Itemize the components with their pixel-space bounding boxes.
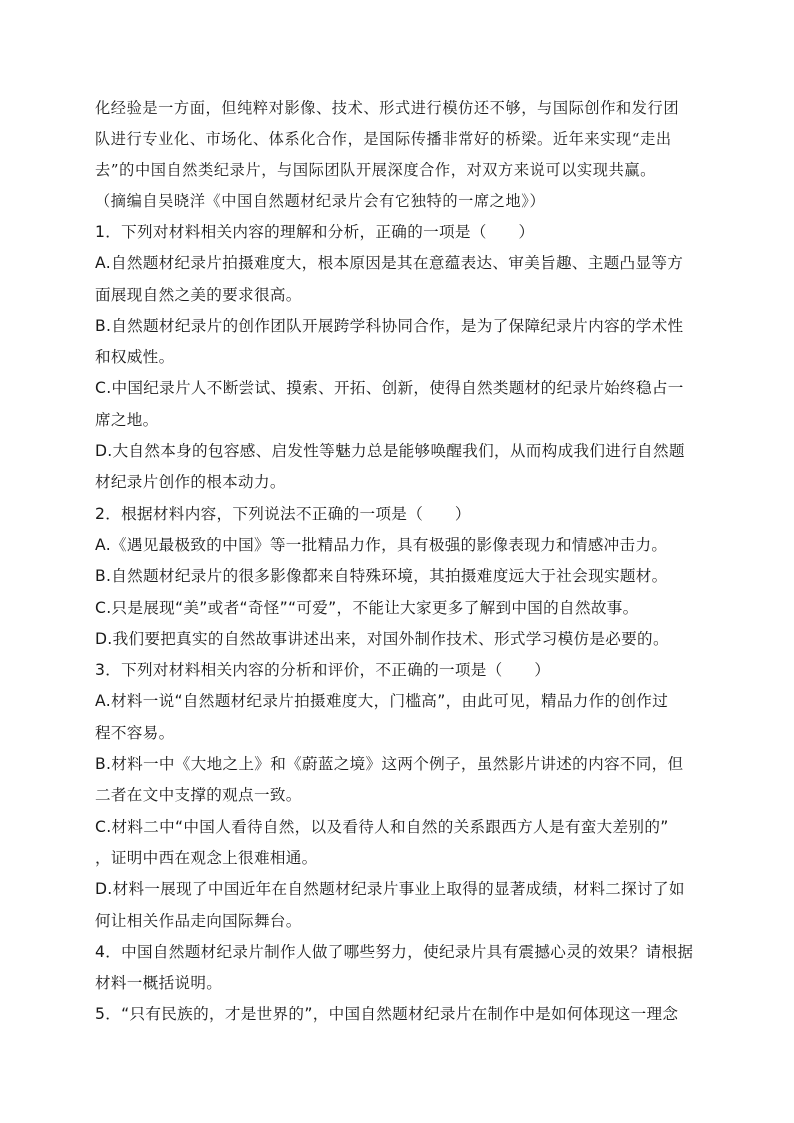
question-2-stem: 2．根据材料内容，下列说法不正确的一项是（ ） (95, 504, 471, 523)
question-1-option-c: C.中国纪录片人不断尝试、摸索、开拓、创新，使得自然类题材的纪录片始终稳占一 (95, 379, 684, 398)
question-3-option-a-cont: 程不容易。 (95, 723, 175, 742)
question-3-option-c-cont: ，证明中西在观念上很难相通。 (95, 848, 318, 867)
question-2-option-a: A.《遇见最极致的中国》等一批精品力作，具有极强的影像表现力和情感冲击力。 (95, 535, 668, 554)
question-3-option-b-cont: 二者在文中支撑的观点一致。 (95, 786, 302, 805)
question-4 (95, 937, 699, 1000)
passage-line: 去”的中国自然类纪录片，与国际团队开展深度合作，对双方来说可以实现共赢。 (95, 161, 656, 179)
passage-line: 化经验是一方面，但纯粹对影像、技术、形式进行模仿还不够，与国际创作和发行团 (95, 99, 680, 117)
passage-source: （摘编自吴晓洋《中国自然题材纪录片会有它独特的一席之地》） (95, 192, 546, 210)
question-2-option-b: B.自然题材纪录片的很多影像都来自特殊环境，其拍摄难度远大于社会现实题材。 (95, 567, 668, 586)
question-3 (95, 655, 699, 937)
question-2-option-c: C.只是展现“美”或者“奇怪”“可爱”，不能让大家更多了解到中国的自然故事。 (95, 598, 639, 617)
question-5-stem: 5．“只有民族的，才是世界的”，中国自然题材纪录片在制作中是如何体现这一理念 (95, 1005, 679, 1024)
question-1-option-d: D.大自然本身的包容感、启发性等魅力总是能够唤醒我们，从而构成我们进行自然题 (95, 442, 685, 461)
question-4-stem: 4．中国自然题材纪录片制作人做了哪些努力，使纪录片具有震撼心灵的效果？请根据 (95, 942, 694, 961)
question-3-option-b: B.材料一中《大地之上》和《蔚蓝之境》这两个例子，虽然影片讲述的内容不同，但 (95, 755, 684, 774)
question-1-option-b-cont: 和权威性。 (95, 348, 175, 367)
question-1-option-a: A.自然题材纪录片拍摄难度大，根本原因是其在意蕴表达、审美旨趣、主题凸显等方 (95, 254, 684, 273)
passage-line: 队进行专业化、市场化、体系化合作，是国际传播非常好的桥梁。近年来实现“走出 (95, 130, 672, 148)
question-1-stem: 1．下列对材料相关内容的理解和分析，正确的一项是（ ） (95, 223, 535, 241)
question-3-option-d: D.材料一展现了中国近年在自然题材纪录片事业上取得的显著成绩，材料二探讨了如 (95, 880, 685, 899)
question-1-option-b: B.自然题材纪录片的创作团队开展跨学科协同合作，是为了保障纪录片内容的学术性 (95, 316, 684, 335)
question-5 (95, 999, 699, 1030)
question-1-option-a-cont: 面展现自然之美的要求很高。 (95, 285, 302, 304)
question-3-option-a: A.材料一说“自然题材纪录片拍摄难度大，门槛高”，由此可见，精品力作的创作过 (95, 692, 669, 711)
document-page (95, 93, 699, 1031)
question-3-option-c: C.材料二中“中国人看待自然，以及看待人和自然的关系跟西方人是有蛮大差别的” (95, 817, 669, 836)
question-1-option-c-cont: 席之地。 (95, 410, 159, 429)
question-1 (95, 217, 699, 499)
question-3-option-d-cont: 何让相关作品走向国际舞台。 (95, 911, 302, 930)
question-2 (95, 499, 699, 655)
question-4-stem-cont: 材料一概括说明。 (95, 974, 223, 993)
passage-excerpt (95, 93, 699, 217)
question-3-stem: 3．下列对材料相关内容的分析和评价，不正确的一项是（ ） (95, 661, 551, 680)
question-2-option-d: D.我们要把真实的自然故事讲述出来，对国外制作技术、形式学习模仿是必要的。 (95, 629, 669, 648)
question-1-option-d-cont: 材纪录片创作的根本动力。 (95, 473, 286, 492)
